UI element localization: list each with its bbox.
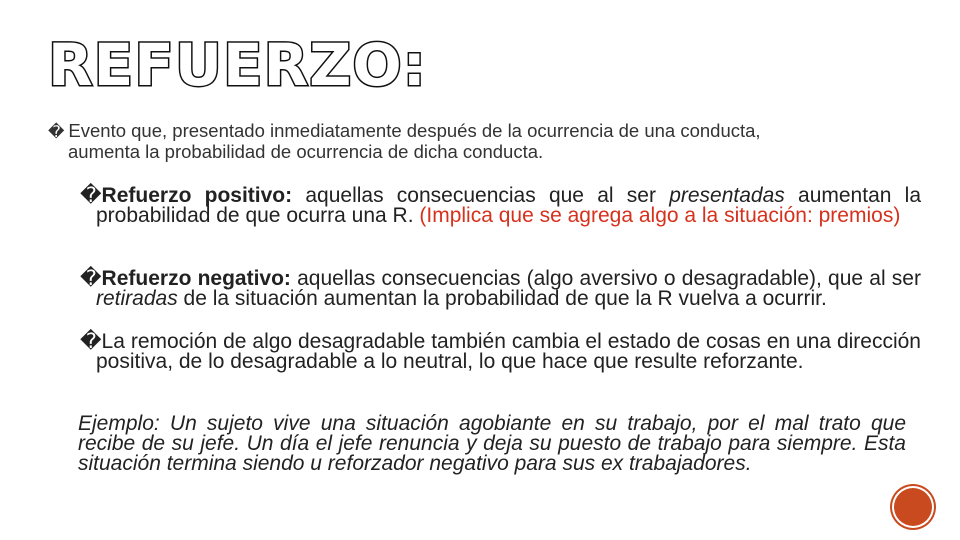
negative-italic: retiradas <box>96 287 178 310</box>
example-paragraph: Ejemplo: Un sujeto vive una situación agobiante en su trabajo, por el mal trato que recibe de su jefe. Un día el jefe renuncia y deja su puesto de trabajo para siempre. Esta situación termina siendo u reforzador negativo para sus ex trabajadores. <box>78 412 906 475</box>
definition-line-2: aumenta la probabilidad de ocurrencia de dicha conducta. <box>68 141 544 162</box>
positive-note: (Implica que se agrega algo a la situación: premios) <box>419 204 901 227</box>
positive-italic: presentadas <box>669 184 785 207</box>
bullet-icon: � <box>80 184 102 207</box>
positive-reinforcement-item <box>80 186 921 226</box>
bullet-icon: � <box>48 124 65 141</box>
definition-line-1: Evento que, presentado inmediatamente después de la ocurrencia de una conducta, <box>68 120 761 141</box>
slide-title: REFUERZO: <box>48 31 427 99</box>
decorative-circle-icon <box>894 488 932 526</box>
definition-paragraph <box>48 121 908 161</box>
bullet-icon: � <box>80 267 102 290</box>
removal-text: La remoción de algo desagradable también cambia el estado de cosas en una dirección positiva, de lo desagradable a lo neutral, lo que hace que resulte reforzante. <box>96 330 921 373</box>
negative-reinforcement-item <box>80 269 921 309</box>
negative-term: Refuerzo negativo: <box>101 267 291 290</box>
positive-text-1: aquellas consecuencias que al ser <box>292 184 670 207</box>
negative-text-2: de la situación aumentan la probabilidad de que la R vuelva a ocurrir. <box>177 287 827 310</box>
positive-text-2: aumentan la probabilidad de que ocurra una R. <box>96 184 921 227</box>
bullet-icon: � <box>80 330 102 353</box>
negative-text-1: aquellas consecuencias (algo aversivo o desagradable), que al ser <box>290 267 921 290</box>
removal-item <box>80 332 921 372</box>
positive-term: Refuerzo positivo: <box>101 184 293 207</box>
